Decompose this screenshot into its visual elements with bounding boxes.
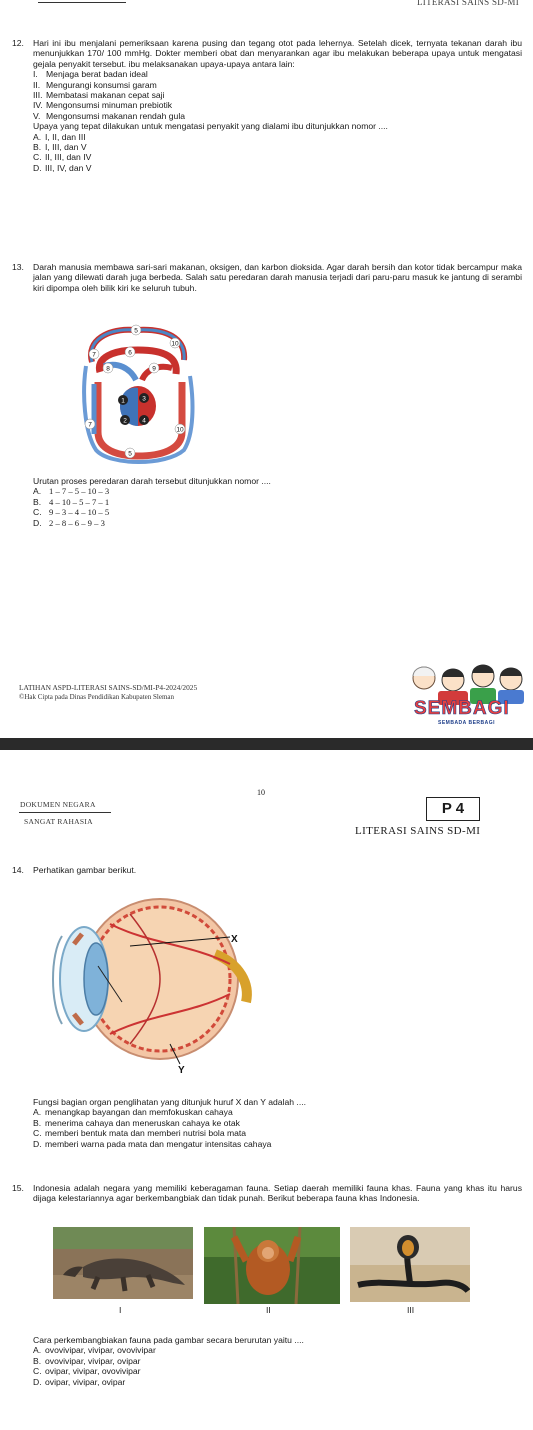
page-number: 10 — [257, 788, 265, 797]
question-14 — [12, 865, 522, 875]
packet-box — [426, 797, 480, 821]
question-prompt: Fungsi bagian organ penglihatan yang ditunjuk huruf X dan Y adalah .... — [33, 1097, 306, 1107]
answer-option-c[interactable]: C. 9 – 3 – 4 – 10 – 5 — [33, 507, 110, 518]
answer-option-d[interactable]: D. memberi warna pada mata dan mengatur intensitas cahaya — [33, 1138, 272, 1149]
diagram-label: 2 — [123, 417, 127, 425]
question-stem: Darah manusia membawa sari-sari makanan, oksigen, dan karbon dioksida. Agar darah bersih dan kotor tidak bercampur maka jalan yang dilewati darah juga berbeda. Salah satu peredaran darah manusia terjadi dari paru-paru masuk ke jantung di serambi kiri dipompa oleh bilik kiri ke seluruh tubuh. — [33, 262, 522, 293]
page-1-header: LITERASI SAINS SD-MI — [416, 0, 519, 7]
answer-option-c[interactable]: C. memberi bentuk mata dan memberi nutrisi bola mata — [33, 1128, 247, 1139]
statement-item: II. Mengurangi konsumsi garam — [33, 79, 157, 90]
packet-code: P 4 — [441, 800, 465, 817]
answer-options — [33, 486, 513, 528]
question-prompt: Upaya yang tepat dilakukan untuk mengatasi penyakit yang dialami ibu ditunjukkan nomor .... — [33, 121, 388, 132]
question-prompt: Urutan proses peredaran darah tersebut ditunjukkan nomor .... — [33, 476, 271, 486]
answer-option-b[interactable]: B. ovovivipar, vivipar, ovipar — [33, 1355, 141, 1366]
answer-options — [33, 132, 522, 174]
footer-line-1: LATIHAN ASPD-LITERASI SAINS-SD/MI-P4-2024/2025 — [19, 683, 198, 692]
diagram-label: 10 — [176, 426, 184, 434]
question-number: 14. — [12, 865, 24, 875]
fauna-image-komodo — [53, 1227, 193, 1299]
diagram-label: 3 — [142, 395, 146, 403]
question-number: 12. — [12, 38, 24, 48]
answer-option-c[interactable]: C. II, III, dan IV — [33, 152, 92, 163]
top-rule — [38, 2, 126, 3]
diagram-label: 6 — [128, 349, 132, 357]
question-number: 13. — [12, 262, 24, 272]
footer-line-2: ©Hak Cipta pada Dinas Pendidikan Kabupaten Sleman — [19, 693, 175, 701]
diagram-label: 8 — [106, 365, 110, 373]
diagram-label: 9 — [152, 365, 156, 373]
question-stem: Hari ini ibu menjalani pemeriksaan karena pusing dan tegang otot pada lehernya. Setelah dicek, ternyata tekanan darah ibu menunjukkan 170/ 100 mmHg. Dokter memberi obat dan menyarankan agar ibu melakukan beberapa upaya untuk mengatasi gejala penyakit tersebut. ibu melaksanakan upaya-upaya antara lain: — [33, 38, 522, 69]
fauna-label-2: II — [266, 1305, 271, 1315]
question-number: 15. — [12, 1183, 24, 1193]
fauna-image-cobra — [350, 1227, 470, 1302]
statement-list — [33, 69, 522, 121]
diagram-label: 5 — [128, 450, 132, 458]
page-2-header: LITERASI SAINS SD-MI — [355, 825, 481, 837]
question-13-prompt — [33, 476, 513, 528]
doc-label-rule — [19, 812, 111, 813]
statement-item: I. Menjaga berat badan ideal — [33, 69, 148, 80]
page-separator — [0, 738, 533, 750]
answer-options — [33, 1345, 513, 1387]
answer-options — [33, 1107, 513, 1149]
answer-option-a[interactable]: A. ovovivipar, vivipar, ovovivipar — [33, 1345, 156, 1356]
question-15 — [12, 1183, 522, 1204]
doc-label-1: DOKUMEN NEGARA — [20, 800, 96, 809]
question-15-prompt — [33, 1335, 513, 1387]
question-prompt: Cara perkembangbiakan fauna pada gambar secara berurutan yaitu .... — [33, 1335, 304, 1345]
answer-option-d[interactable]: D. ovipar, vivipar, ovipar — [33, 1376, 126, 1387]
logo-text: SEMBAGI — [414, 698, 510, 719]
statement-item: III. Membatasi makanan cepat saji — [33, 90, 165, 101]
answer-option-b[interactable]: B. 4 – 10 – 5 – 7 – 1 — [33, 496, 110, 507]
eye-anatomy-illustration — [40, 884, 255, 1074]
answer-option-b[interactable]: B. menerima cahaya dan meneruskan cahaya ke otak — [33, 1117, 240, 1128]
question-stem: Indonesia adalah negara yang memiliki keberagaman fauna. Setiap daerah memiliki fauna khas. Fauna yang khas itu harus dijaga kelestariannya agar berkembangbiak dan tidak punah. Berikut beberapa fauna khas Indonesia. — [33, 1183, 522, 1204]
statement-item: V. Mengonsumsi makanan rendah gula — [33, 110, 186, 121]
answer-option-a[interactable]: A. menangkap bayangan dan memfokuskan cahaya — [33, 1107, 233, 1118]
diagram-label: 10 — [171, 340, 179, 348]
answer-option-b[interactable]: B. I, III, dan V — [33, 142, 87, 153]
fauna-image-orangutan — [204, 1227, 340, 1304]
eye-label-x: X — [231, 934, 238, 945]
question-14-prompt — [33, 1097, 513, 1149]
logo-subtext: SEMBADA BERBAGI — [438, 720, 496, 726]
diagram-label: 4 — [142, 417, 146, 425]
fauna-label-3: III — [407, 1305, 415, 1315]
diagram-label: 5 — [134, 327, 138, 335]
question-12 — [12, 38, 522, 173]
answer-option-d[interactable]: D. III, IV, dan V — [33, 162, 92, 173]
question-stem: Perhatikan gambar berikut. — [33, 865, 137, 875]
answer-option-d[interactable]: D. 2 – 8 – 6 – 9 – 3 — [33, 517, 105, 528]
sembagi-logo — [408, 660, 526, 740]
answer-option-a[interactable]: A. I, II, dan III — [33, 131, 86, 142]
eye-label-y: Y — [178, 1065, 185, 1074]
answer-option-c[interactable]: C. ovipar, vivipar, ovovivipar — [33, 1366, 141, 1377]
doc-label-2: SANGAT RAHASIA — [24, 817, 93, 826]
answer-option-a[interactable]: A. 1 – 7 – 5 – 10 – 3 — [33, 486, 110, 497]
fauna-label-1: I — [119, 1305, 122, 1315]
question-13 — [12, 262, 522, 293]
diagram-label: 7 — [92, 351, 96, 359]
diagram-label: 7 — [88, 421, 92, 429]
blood-circulation-diagram — [78, 322, 198, 470]
diagram-label: 1 — [121, 397, 125, 405]
statement-item: IV. Mengonsumsi minuman prebiotik — [33, 100, 173, 111]
